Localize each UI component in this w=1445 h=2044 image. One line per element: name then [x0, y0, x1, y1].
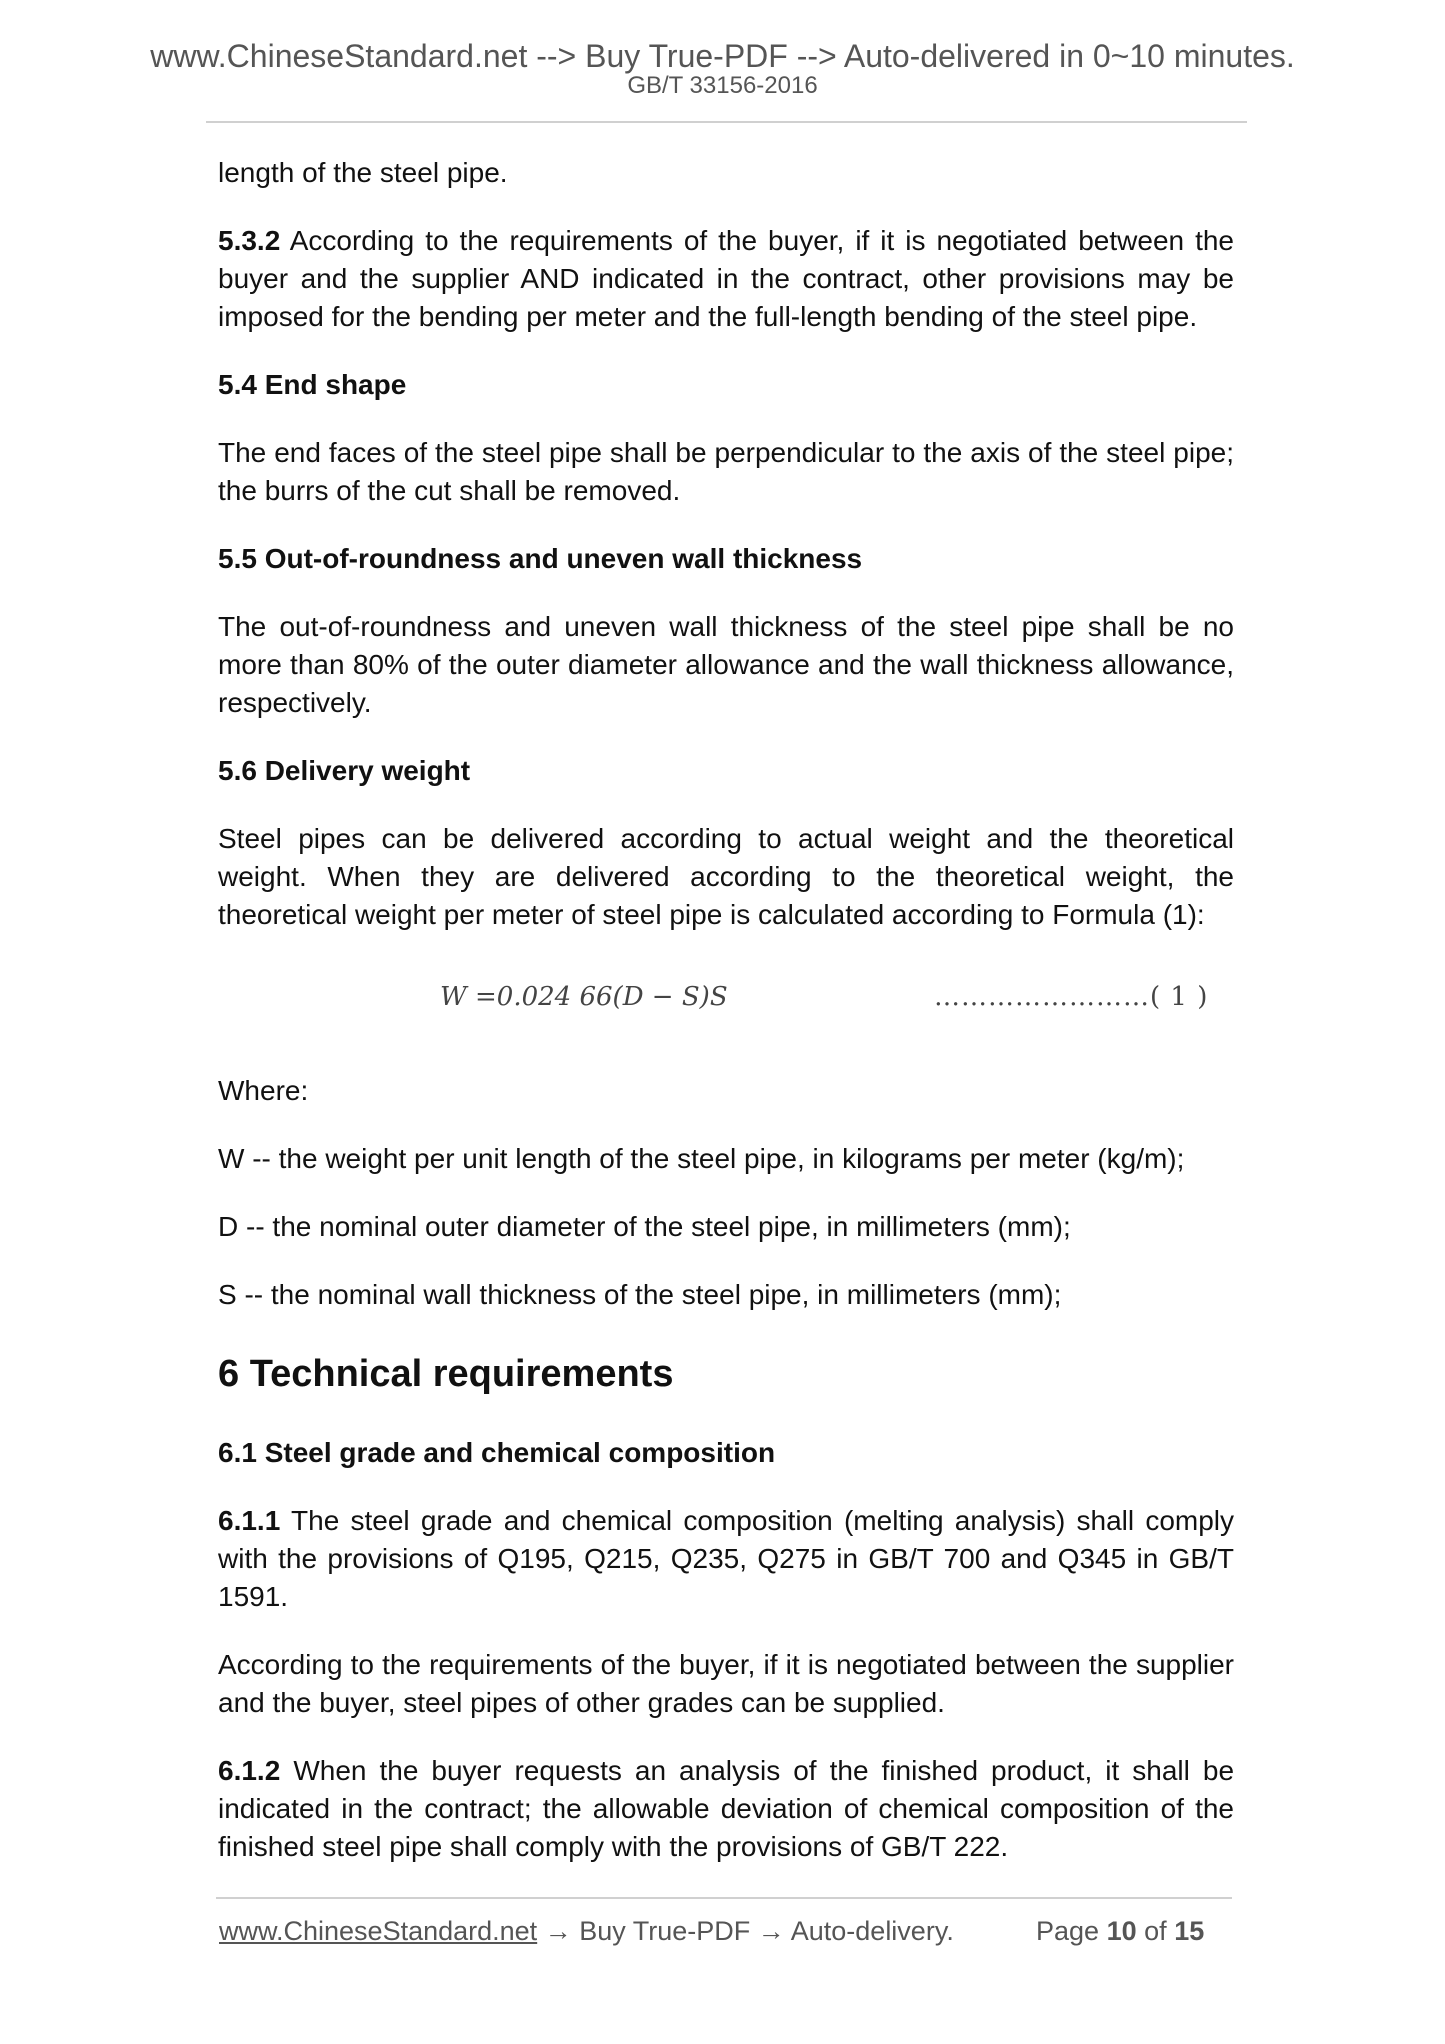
definition-w: W -- the weight per unit length of the steel pipe, in kilograms per meter (kg/m); [218, 1143, 1185, 1174]
page-label: Page [1036, 1916, 1100, 1946]
page-total: 15 [1174, 1916, 1205, 1946]
paragraph-5-6: Steel pipes can be delivered according to actual weight and the theoretical weight. When they are delivered according to the theoretical weight, the theoretical weight per meter of steel pipe is calculated according to Formula (1): [218, 823, 1234, 930]
clause-6-1-1 [218, 1502, 1234, 1616]
heading-5-4: 5.4 End shape [218, 369, 407, 400]
heading-6: 6 Technical requirements [218, 1353, 674, 1395]
clause-number: 5.3.2 [218, 225, 281, 256]
where-label: Where: [218, 1075, 309, 1106]
heading-5-6: 5.6 Delivery weight [218, 755, 471, 786]
page-number: 10 [1106, 1916, 1137, 1946]
continued-paragraph: length of the steel pipe. [218, 157, 508, 188]
definition-d: D -- the nominal outer diameter of the steel pipe, in millimeters (mm); [218, 1211, 1071, 1242]
of-label: of [1144, 1916, 1167, 1946]
paragraph-5-5: The out-of-roundness and uneven wall thickness of the steel pipe shall be no more than 80% of the outer diameter allowance and the wall thickness allowance, respectively. [218, 611, 1234, 718]
formula-1 [218, 978, 1234, 1018]
footer-links [219, 1916, 954, 1947]
header-divider [206, 121, 1247, 123]
site-banner: www.ChineseStandard.net --> Buy True-PDF --> Auto-delivered in 0~10 minutes. [150, 38, 1295, 74]
paragraph-6-1-1-b: According to the requirements of the buyer, if it is negotiated between the supplier and the buyer, steel pipes of other grades can be supplied. [218, 1649, 1234, 1718]
heading-5-5: 5.5 Out-of-roundness and uneven wall thickness [218, 543, 863, 574]
clause-text: According to the requirements of the buyer, if it is negotiated between the buyer and the supplier AND indicated in the contract, other provisions may be imposed for the bending per meter and the full-length bending of the steel pipe. [218, 225, 1234, 332]
paragraph-5-4: The end faces of the steel pipe shall be perpendicular to the axis of the steel pipe; the burrs of the cut shall be removed. [218, 437, 1234, 506]
page-content [218, 154, 1234, 1866]
clause-number: 6.1.1 [218, 1505, 281, 1536]
definition-s: S -- the nominal wall thickness of the steel pipe, in millimeters (mm); [218, 1279, 1062, 1310]
clause-5-3-2 [218, 222, 1234, 336]
footer-tagline: → Buy True-PDF → Auto-delivery. [537, 1916, 954, 1946]
formula-reference: ……………………( 1 ) [934, 982, 1209, 1012]
clause-text: The steel grade and chemical composition (melting analysis) shall comply with the provisions of Q195, Q215, Q235, Q275 in GB/T 700 and Q345 in GB/T 1591. [218, 1505, 1235, 1612]
clause-text: When the buyer requests an analysis of the finished product, it shall be indicated in the contract; the allowable deviation of chemical composition of the finished steel pipe shall comply with the provisions of GB/T 222. [218, 1755, 1235, 1862]
footer-divider [216, 1897, 1232, 1899]
clause-number: 6.1.2 [218, 1755, 281, 1786]
formula-expression: W =0.024 66(D − S)S [440, 982, 728, 1012]
clause-6-1-2 [218, 1752, 1234, 1866]
standard-code: GB/T 33156-2016 [627, 72, 818, 99]
heading-6-1: 6.1 Steel grade and chemical composition [218, 1437, 776, 1468]
page-indicator [1036, 1916, 1204, 1947]
footer-site-link[interactable]: www.ChineseStandard.net [219, 1916, 538, 1946]
